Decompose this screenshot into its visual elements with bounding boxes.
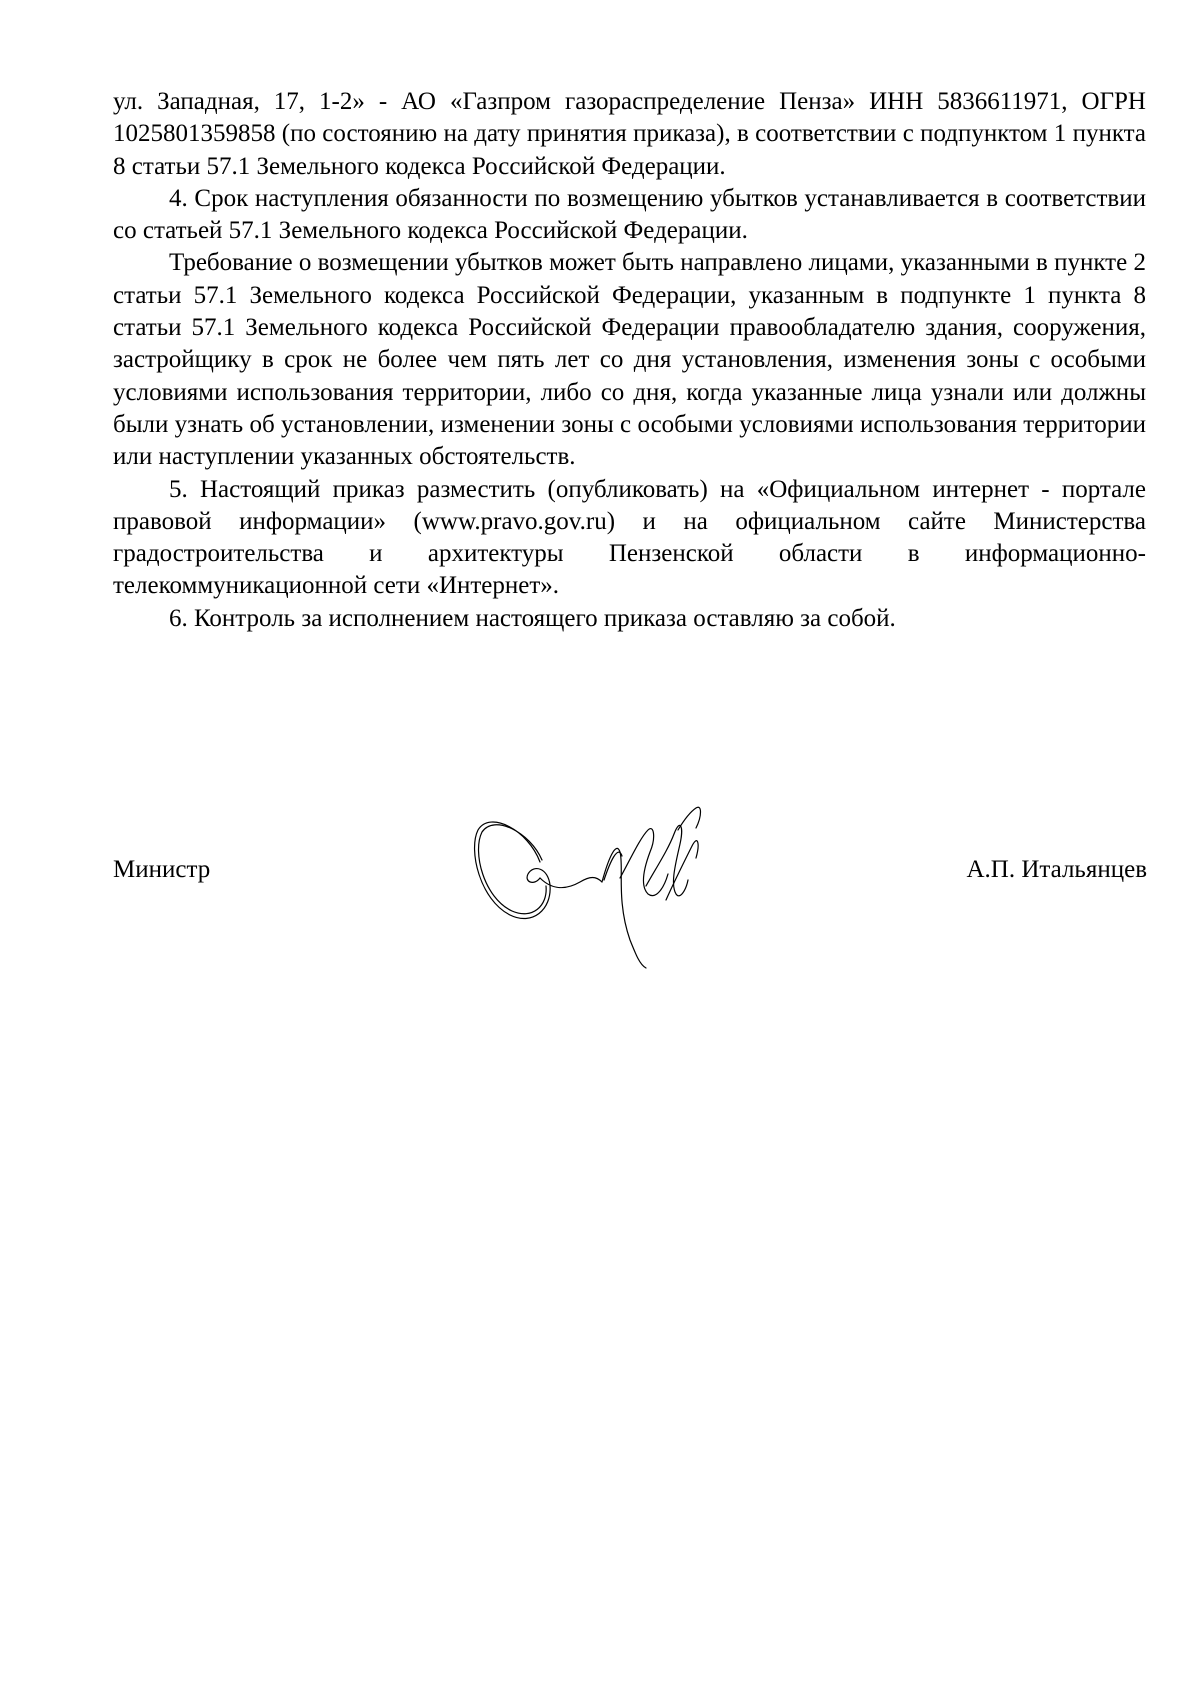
- paragraph-item-4: 4. Срок наступления обязанности по возмещению убытков устанавливается в соответствии со статьей 57.1 Земельного кодекса Российской Федерации.: [113, 184, 1146, 245]
- signer-name: А.П. Итальянцев: [966, 856, 1147, 883]
- document-body: [113, 86, 1146, 635]
- paragraph-item-5: 5. Настоящий приказ разместить (опубликовать) на «Официальном интернет - портале правовой информации» (www.pravo.gov.ru) и на официальном сайте Министерства градостроительства и архитектуры Пензенской области в информационно-телекоммуникационной сети «Интернет».: [113, 475, 1146, 600]
- paragraph-continuation: ул. Западная, 17, 1-2» - АО «Газпром газораспределение Пенза» ИНН 5836611971, ОГРН 1025801359858 (по состоянию на дату принятия приказа), в соответствии с подпунктом 1 пункта 8 статьи 57.1 Земельного кодекса Российской Федерации.: [113, 88, 1146, 180]
- paragraph-item-6: 6. Контроль за исполнением настоящего приказа оставляю за собой.: [169, 604, 896, 632]
- paragraph-compensation-claim: Требование о возмещении убытков может быть направлено лицами, указанными в пункте 2 статьи 57.1 Земельного кодекса Российской Федерации, указанным в подпункте 1 пункта 8 статьи 57.1 Земельного кодекса Российской Федерации правообладателю здания, сооружения, застройщику в срок не более чем пять лет со дня установления, изменения зоны с особыми условиями использования территории, либо со дня, когда указанные лица узнали или должны были узнать об установлении, изменении зоны с особыми условиями использования территории или наступлении указанных обстоятельств.: [113, 249, 1146, 471]
- signature-block: [113, 854, 1147, 894]
- signer-position: Министр: [113, 856, 211, 883]
